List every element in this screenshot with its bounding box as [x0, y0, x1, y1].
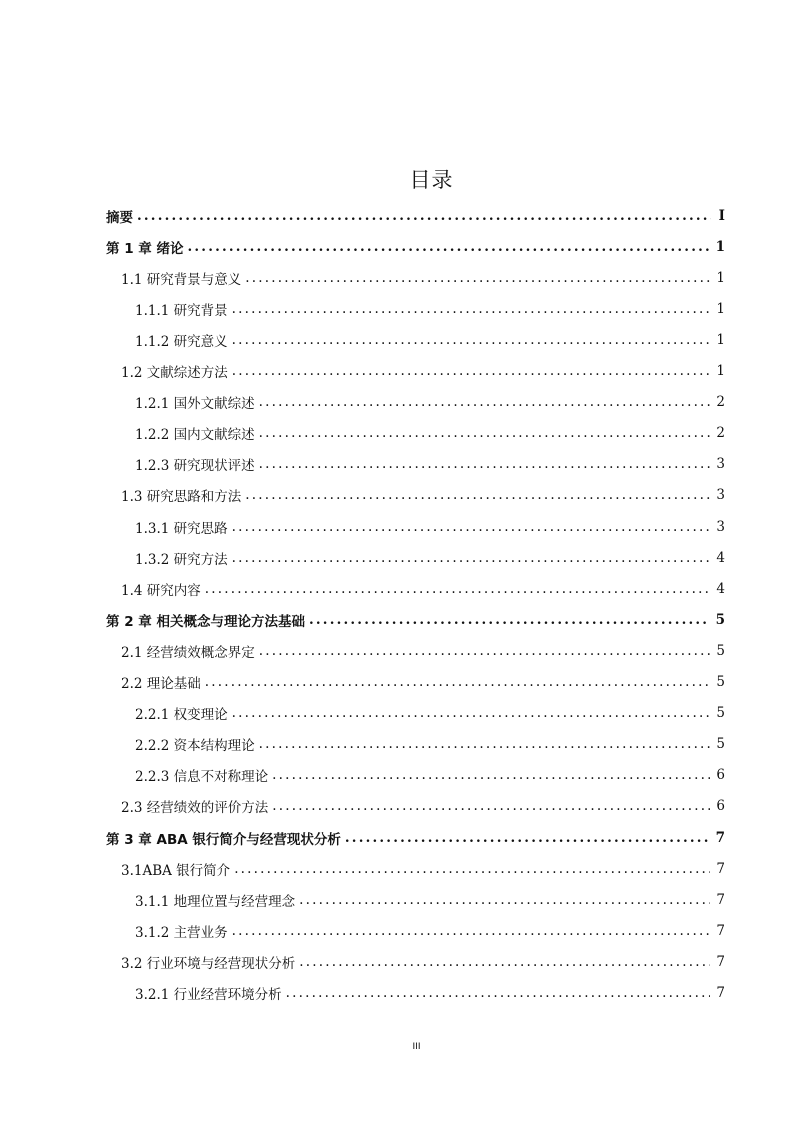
toc-entry[interactable] — [135, 884, 725, 915]
toc-entry[interactable] — [135, 387, 725, 418]
toc-dot-leader — [232, 332, 711, 348]
toc-dot-leader — [234, 861, 710, 877]
toc-entry-label: 2.2 理论基础 — [121, 676, 201, 692]
toc-entry-page-number: 1 — [716, 363, 725, 379]
toc-entry-page-number: 1 — [716, 300, 725, 317]
toc-entry[interactable] — [135, 915, 725, 946]
toc-entry-page-number: 6 — [716, 767, 725, 784]
toc-entry-page-number: 4 — [716, 549, 725, 566]
toc-entry[interactable] — [135, 542, 725, 573]
toc-entry-label: 1.2 文献综述方法 — [121, 365, 228, 381]
toc-entry-page-number: 3 — [716, 456, 725, 473]
toc-entry-page-number: 7 — [716, 953, 725, 970]
toc-entry-page-number: 5 — [716, 736, 725, 753]
toc-entry-page-number: 1 — [716, 331, 725, 348]
toc-dot-leader — [188, 239, 710, 255]
toc-entry-label: 1.3.1 研究思路 — [135, 520, 228, 537]
toc-dot-leader — [299, 954, 710, 970]
toc-entry[interactable] — [121, 946, 725, 977]
toc-entry-label: 1.3.2 研究方法 — [135, 551, 228, 568]
toc-entry-page-number: 2 — [716, 394, 725, 411]
toc-entry[interactable] — [121, 853, 725, 884]
toc-entry[interactable] — [121, 635, 725, 666]
toc-entry-page-number: I — [718, 207, 725, 224]
toc-dot-leader — [259, 736, 711, 752]
toc-entry-page-number: 7 — [715, 829, 725, 846]
toc-entry-label: 1.1.2 研究意义 — [135, 333, 228, 350]
toc-entry[interactable] — [135, 293, 725, 324]
toc-dot-leader — [205, 674, 711, 690]
toc-entry-page-number: 2 — [716, 425, 725, 442]
toc-entry[interactable] — [135, 324, 725, 355]
toc-entry-label: 2.2.1 权变理论 — [135, 707, 228, 724]
toc-entry-label: 1.3 研究思路和方法 — [121, 489, 242, 506]
toc-entry-label: 1.2.1 国外文献综述 — [135, 396, 255, 413]
toc-dot-leader — [232, 363, 711, 379]
toc-dot-leader — [272, 767, 710, 783]
toc-entry[interactable] — [135, 729, 725, 760]
toc-entry[interactable] — [121, 480, 725, 511]
toc-entry-label: 2.3 经营绩效的评价方法 — [121, 800, 269, 817]
toc-entry-page-number: 5 — [716, 674, 725, 690]
toc-entry-page-number: 7 — [716, 891, 725, 908]
toc-dot-leader — [299, 892, 710, 908]
toc-dot-leader — [272, 798, 710, 814]
toc-entry-label: 第 3 章 ABA 银行简介与经营现状分析 — [106, 831, 341, 848]
toc-entry-page-number: 6 — [716, 798, 725, 815]
toc-entry[interactable] — [135, 449, 725, 480]
toc-dot-leader — [232, 519, 711, 535]
toc-entry[interactable] — [121, 573, 725, 604]
toc-entry[interactable] — [135, 418, 725, 449]
toc-dot-leader — [345, 830, 710, 846]
toc-dot-leader — [259, 456, 711, 472]
toc-entry[interactable] — [106, 604, 725, 635]
toc-entry-label: 3.2 行业环境与经营现状分析 — [121, 955, 296, 972]
toc-entry[interactable] — [135, 698, 725, 729]
toc-entry-label: 2.1 经营绩效概念界定 — [121, 644, 255, 661]
toc-entry[interactable] — [106, 200, 725, 231]
toc-entry-page-number: 7 — [716, 860, 725, 877]
toc-entry-label: 1.1.1 研究背景 — [135, 302, 228, 319]
toc-entry-page-number: 5 — [715, 611, 725, 628]
toc-dot-leader — [137, 208, 711, 224]
toc-entry[interactable] — [106, 231, 725, 262]
toc-entry-page-number: 5 — [716, 642, 725, 659]
toc-entry[interactable] — [106, 822, 725, 853]
toc-dot-leader — [245, 270, 710, 286]
toc-entry-label: 第 1 章 绪论 — [106, 240, 184, 257]
toc-dot-leader — [232, 923, 711, 939]
toc-entry-label: 1.1 研究背景与意义 — [121, 271, 242, 288]
toc-entry-page-number: 3 — [716, 487, 725, 504]
toc-dot-leader — [259, 425, 711, 441]
toc-entry-label: 1.2.2 国内文献综述 — [135, 427, 255, 444]
toc-entry-page-number: 7 — [716, 922, 725, 939]
toc-dot-leader — [232, 550, 711, 566]
toc-entry[interactable] — [135, 760, 725, 791]
toc-dot-leader — [259, 643, 711, 659]
toc-title: 目录 — [409, 168, 454, 192]
toc-entry[interactable] — [121, 356, 725, 387]
toc-entry-page-number: 4 — [716, 580, 725, 597]
toc-dot-leader — [232, 301, 711, 317]
toc-entry-label: 第 2 章 相关概念与理论方法基础 — [106, 613, 305, 630]
toc-entry-label: 2.2.3 信息不对称理论 — [135, 769, 269, 786]
toc-dot-leader — [205, 581, 711, 597]
toc-entry[interactable] — [121, 262, 725, 293]
toc-dot-leader — [245, 487, 710, 503]
toc-entry-page-number: 7 — [716, 985, 725, 1001]
page-number-footer: III — [412, 1042, 421, 1052]
toc-entry-page-number: 1 — [715, 238, 725, 255]
toc-entry-label: 2.2.2 资本结构理论 — [135, 738, 255, 755]
toc-entry-label: 1.4 研究内容 — [121, 582, 201, 599]
toc-entry-label: 摘要 — [106, 209, 133, 226]
toc-entry[interactable] — [121, 667, 725, 698]
toc-entry-label: 3.1.1 地理位置与经营理念 — [135, 893, 296, 910]
toc-entry[interactable] — [135, 511, 725, 542]
toc-entry[interactable] — [121, 791, 725, 822]
toc-dot-leader — [232, 705, 711, 721]
toc-entry-page-number: 1 — [716, 269, 725, 286]
toc-entry-page-number: 3 — [716, 518, 725, 535]
toc-dot-leader — [259, 394, 711, 410]
toc-dot-leader — [286, 985, 711, 1001]
toc-entry-label: 1.2.3 研究现状评述 — [135, 458, 255, 475]
toc-entry[interactable] — [135, 978, 725, 1009]
toc-entry-label: 3.2.1 行业经营环境分析 — [135, 987, 282, 1003]
toc-entry-label: 3.1ABA 银行简介 — [121, 862, 231, 879]
toc-entry-label: 3.1.2 主营业务 — [135, 924, 228, 941]
toc-entry-page-number: 5 — [716, 705, 725, 722]
toc-dot-leader — [309, 612, 710, 628]
